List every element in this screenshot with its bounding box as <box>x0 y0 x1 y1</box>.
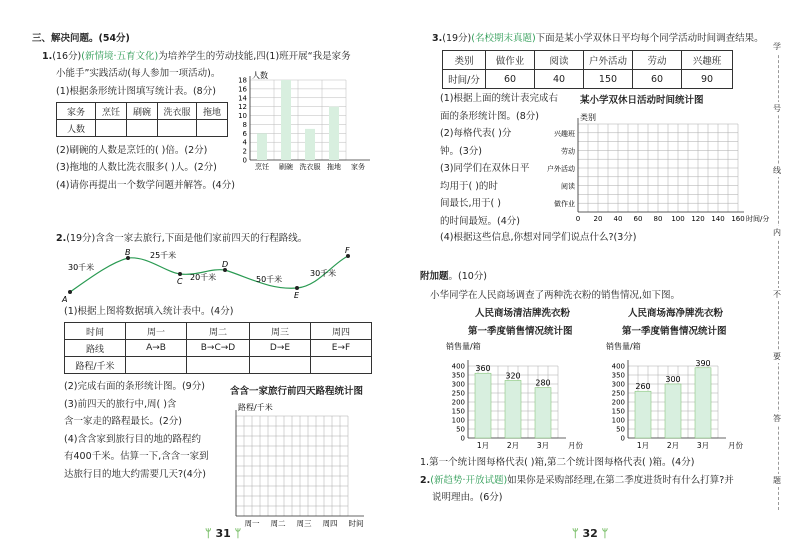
binding-char: 号 <box>773 104 781 113</box>
y-tick-label: 阅读 <box>561 182 575 191</box>
q3-sub3-b: 均用于( )的时 <box>440 181 498 192</box>
x-tick-label: 160 <box>731 215 745 223</box>
answer-cell[interactable] <box>197 120 228 137</box>
x-tick-label: 周二 <box>270 519 286 528</box>
extra-intro: 小华同学在人民商场调查了两种洗衣粉的销售情况,如下图。 <box>430 290 681 301</box>
page-number: ᛘ 32 ᛘ <box>572 527 609 540</box>
extra-chart-1 <box>440 340 590 450</box>
q2-table-header: 周一 <box>126 323 187 340</box>
route-point-label: A <box>62 295 68 304</box>
x-tick-label: 2月 <box>666 441 680 450</box>
extra-heading: 附加题。(10分) <box>420 271 488 282</box>
q3-table-cell: 150 <box>584 70 633 89</box>
y-tick-label: 0 <box>242 156 247 165</box>
y-tick-label: 兴趣班 <box>554 129 575 138</box>
q2-sub2: (2)完成右面的条形统计图。(9分) <box>64 381 205 392</box>
x-tick-label: 时间 <box>348 519 364 528</box>
x-tick-label: 周三 <box>296 519 312 528</box>
q3-sub1-a: (1)根据上面的统计表完成右 <box>440 93 558 104</box>
x-tick-label: 40 <box>613 215 623 223</box>
y-axis-label: 路程/千米 <box>238 403 273 412</box>
bar <box>281 80 291 160</box>
route-distance-label: 20千米 <box>190 273 217 282</box>
q3-sub3-a: (3)同学们在双休日平 <box>440 163 530 174</box>
x-tick-label: 洗衣服 <box>299 163 321 171</box>
bar <box>635 391 651 438</box>
x-tick-label: 60 <box>633 215 643 223</box>
q1-bar-chart <box>228 70 388 170</box>
y-tick-label: 12 <box>238 103 247 112</box>
y-tick-label: 150 <box>611 407 625 416</box>
route-distance-label: 50千米 <box>256 275 283 284</box>
q3-line1: 3.(19分)(名校期末真题)下面是某小学双休日平均每个同学活动时间调查结果。 <box>432 33 764 44</box>
sprout-icon: ᛘ <box>205 527 216 540</box>
route-point <box>295 286 299 290</box>
q2-row-label: 路程/千米 <box>65 357 126 374</box>
q2-route-cell: A→B <box>126 340 187 357</box>
y-tick-label: 6 <box>242 129 247 138</box>
binding-char: 不 <box>773 290 781 299</box>
route-distance-label: 30千米 <box>310 269 337 278</box>
q2-sub1: (1)根据上图将数据填入统计表中。(4分) <box>64 306 234 317</box>
y-tick-label: 0 <box>460 434 465 443</box>
q1-sub4: (4)请你再提出一个数学问题并解答。(4分) <box>56 180 235 191</box>
y-tick-label: 100 <box>611 416 625 425</box>
q3-sub4: (4)根据这些信息,你想对同学们说点什么?(3分) <box>440 232 637 243</box>
x-tick-label: 家务 <box>351 163 365 171</box>
y-tick-label: 10 <box>238 112 247 121</box>
extra-c2-title2: 第一季度销售情况统计图 <box>622 326 727 337</box>
q1-table-header: 烹饪 <box>96 103 127 120</box>
extra-c2-title1: 人民商场海净牌洗衣粉 <box>628 308 724 319</box>
y-tick-label: 250 <box>451 389 465 398</box>
y-tick-label: 做作业 <box>554 200 575 209</box>
bar <box>329 107 339 160</box>
bar <box>535 388 551 438</box>
y-tick-label: 350 <box>611 371 625 380</box>
q2-sub4-b: 有400千米。估算一下,含含一家到 <box>64 451 209 462</box>
y-tick-label: 18 <box>238 76 247 85</box>
y-tick-label: 250 <box>611 389 625 398</box>
q3-sub2-a: (2)每格代表( )分 <box>440 128 512 139</box>
x-axis-label: 月份 <box>568 441 583 450</box>
route-distance-label: 30千米 <box>68 263 95 272</box>
q2-table-header: 时间 <box>65 323 126 340</box>
bar-value-label: 260 <box>635 382 651 392</box>
q1-table-header: 刷碗 <box>127 103 158 120</box>
binding-char: 答 <box>773 414 781 423</box>
x-tick-label: 1月 <box>636 441 650 450</box>
y-tick-label: 劳动 <box>561 147 575 156</box>
q3-table-cell: 90 <box>682 70 733 89</box>
q2-bar-chart-grid[interactable] <box>228 400 378 530</box>
q2-row-label: 路线 <box>65 340 126 357</box>
q3-table-header: 类别 <box>443 51 486 70</box>
bar-value-label: 280 <box>535 378 551 388</box>
extra-q2-line2: 说明理由。(6分) <box>432 492 503 503</box>
q2-sub3-a: (3)前四天的旅行中,周( )含 <box>64 399 177 410</box>
q1-line2: 小能手”实践活动(每人参加一项活动)。 <box>56 68 221 79</box>
x-tick-label: 140 <box>711 215 725 223</box>
y-tick-label: 300 <box>451 380 465 389</box>
q2-route-cell: B→C→D <box>187 340 250 357</box>
x-tick-label: 周四 <box>322 519 338 528</box>
y-tick-label: 0 <box>620 434 625 443</box>
y-tick-label: 200 <box>611 398 625 407</box>
page-number: ᛘ 31 ᛘ <box>205 527 242 540</box>
y-tick-label: 2 <box>242 147 247 156</box>
q1-table-header: 拖地 <box>197 103 228 120</box>
q3-table-header: 户外活动 <box>584 51 633 70</box>
y-axis-label: 类别 <box>580 113 596 122</box>
bar <box>475 373 491 438</box>
q3-sub2-b: 钟。(3分) <box>440 146 482 157</box>
x-tick-label: 周一 <box>244 519 260 528</box>
y-tick-label: 200 <box>451 398 465 407</box>
binding-char: 线 <box>773 166 781 175</box>
route-point-label: F <box>345 246 350 255</box>
x-tick-label: 3月 <box>696 441 710 450</box>
x-tick-label: 20 <box>593 215 603 223</box>
q2-sub3-b: 含一家走的路程最长。(2分) <box>64 416 182 427</box>
q3-table <box>442 50 733 89</box>
binding-char: 要 <box>773 352 781 361</box>
route-point-label: D <box>222 260 229 269</box>
q3-table-row-label: 时间/分 <box>443 70 486 89</box>
bar-value-label: 320 <box>505 371 521 381</box>
sprout-icon: ᛘ <box>572 527 583 540</box>
route-point <box>68 290 72 294</box>
q3-table-cell: 60 <box>633 70 682 89</box>
q2-table <box>64 322 372 374</box>
extra-c1-title2: 第一季度销售情况统计图 <box>468 326 573 337</box>
route-point-label: C <box>177 277 183 286</box>
x-tick-label: 100 <box>671 215 685 223</box>
x-tick-label: 1月 <box>476 441 490 450</box>
section-heading: 三、解决问题。(54分) <box>32 33 130 44</box>
q3-sub3-d: 的时间最短。(4分) <box>440 216 520 227</box>
q2-chart-title: 含含一家旅行前四天路程统计图 <box>230 386 364 397</box>
bar <box>665 384 681 438</box>
bar-value-label: 390 <box>695 358 711 368</box>
y-tick-label: 300 <box>611 380 625 389</box>
y-tick-label: 50 <box>616 425 625 434</box>
y-tick-label: 350 <box>451 371 465 380</box>
q1-table-header: 家务 <box>57 103 96 120</box>
q3-table-header: 劳动 <box>633 51 682 70</box>
y-tick-label: 8 <box>242 120 247 129</box>
sprout-icon: ᛘ <box>230 527 242 540</box>
q3-table-cell: 40 <box>535 70 584 89</box>
y-tick-label: 户外活动 <box>547 165 575 173</box>
extra-q2: 2.(新趋势·开放试题)如果你是采购部经理,在第二季度进货时有什么打算?并 <box>420 475 734 486</box>
q3-table-cell: 60 <box>486 70 535 89</box>
q1-sub2: (2)刷碗的人数是烹饪的( )倍。(2分) <box>56 145 208 156</box>
q3-table-header: 兴趣班 <box>682 51 733 70</box>
answer-cell[interactable] <box>311 357 372 374</box>
route-distance-label: 25千米 <box>150 251 177 260</box>
q1-sub1: (1)根据条形统计图填写统计表。(8分) <box>56 86 216 97</box>
y-tick-label: 100 <box>451 416 465 425</box>
y-axis-label: 销售量/箱 <box>606 342 641 351</box>
x-tick-label: 2月 <box>506 441 520 450</box>
answer-cell[interactable] <box>250 357 311 374</box>
x-tick-label: 0 <box>575 215 581 223</box>
q2-table-header: 周三 <box>250 323 311 340</box>
bar <box>505 380 521 438</box>
y-tick-label: 400 <box>611 362 625 371</box>
x-tick-label: 3月 <box>536 441 550 450</box>
extra-q1: 1.第一个统计图每格代表( )箱,第二个统计图每格代表( )箱。(4分) <box>420 457 695 468</box>
binding-label <box>772 0 786 556</box>
y-tick-label: 4 <box>242 138 247 147</box>
q1-table <box>56 102 228 137</box>
q3-chart-title: 某小学双休日活动时间统计图 <box>580 95 704 106</box>
binding-char: 学 <box>773 42 781 51</box>
bar <box>695 368 711 438</box>
q3-table-header: 阅读 <box>535 51 584 70</box>
route-map <box>60 246 360 304</box>
q3-sub1-b: 面的条形统计图。(8分) <box>440 111 539 122</box>
x-tick-label: 80 <box>653 215 663 223</box>
extra-c1-title1: 人民商场清洁牌洗衣粉 <box>475 308 571 319</box>
answer-cell[interactable] <box>126 357 187 374</box>
y-tick-label: 50 <box>456 425 465 434</box>
q2-line1: 2.(19分)含含一家去旅行,下面是他们家前四天的行程路线。 <box>56 233 308 244</box>
y-tick-label: 16 <box>238 85 247 94</box>
bar <box>305 129 315 160</box>
q2-sub4-c: 达旅行目的地大约需要几天?(4分) <box>64 469 206 480</box>
y-tick-label: 150 <box>451 407 465 416</box>
x-axis-label: 月份 <box>728 441 743 450</box>
y-tick-label: 14 <box>238 94 247 103</box>
answer-cell[interactable] <box>96 120 127 137</box>
q1-line1: 1.(16分)(新情境·五育文化)为培养学生的劳动技能,四(1)班开展“我是家务 <box>42 51 351 62</box>
binding-char: 内 <box>773 228 781 237</box>
sprout-icon: ᛘ <box>597 527 609 540</box>
route-point <box>178 272 182 276</box>
route-point-label: E <box>294 291 300 300</box>
y-tick-label: 400 <box>451 362 465 371</box>
binding-char: 题 <box>773 476 781 485</box>
bar-value-label: 360 <box>475 364 491 374</box>
q3-sub3-c: 间最长,用于( ) <box>440 198 501 209</box>
q3-bar-chart-grid[interactable] <box>530 110 770 223</box>
q1-table-header: 洗衣服 <box>158 103 197 120</box>
x-tick-label: 烹饪 <box>255 163 269 171</box>
q3-table-header: 做作业 <box>486 51 535 70</box>
route-point-label: B <box>125 248 131 257</box>
q2-sub4-a: (4)含含家到旅行目的地的路程约 <box>64 434 201 445</box>
bar <box>257 133 267 160</box>
q2-route-cell: D→E <box>250 340 311 357</box>
y-axis-label: 人数 <box>252 71 268 80</box>
x-axis-label: 时间/分 <box>746 215 770 223</box>
x-tick-label: 刷碗 <box>279 163 293 171</box>
x-tick-label: 拖地 <box>327 163 341 171</box>
extra-chart-2 <box>600 340 750 450</box>
answer-cell[interactable] <box>127 120 158 137</box>
y-axis-label: 销售量/箱 <box>446 342 481 351</box>
bar-value-label: 300 <box>665 375 681 384</box>
answer-cell[interactable] <box>158 120 197 137</box>
x-tick-label: 120 <box>691 215 705 223</box>
q2-table-header: 周二 <box>187 323 250 340</box>
q1-table-row-label: 人数 <box>57 120 96 137</box>
answer-cell[interactable] <box>187 357 250 374</box>
q2-route-cell: E→F <box>311 340 372 357</box>
q1-sub3: (3)拖地的人数比洗衣服多( )人。(2分) <box>56 162 217 173</box>
q2-table-header: 周四 <box>311 323 372 340</box>
